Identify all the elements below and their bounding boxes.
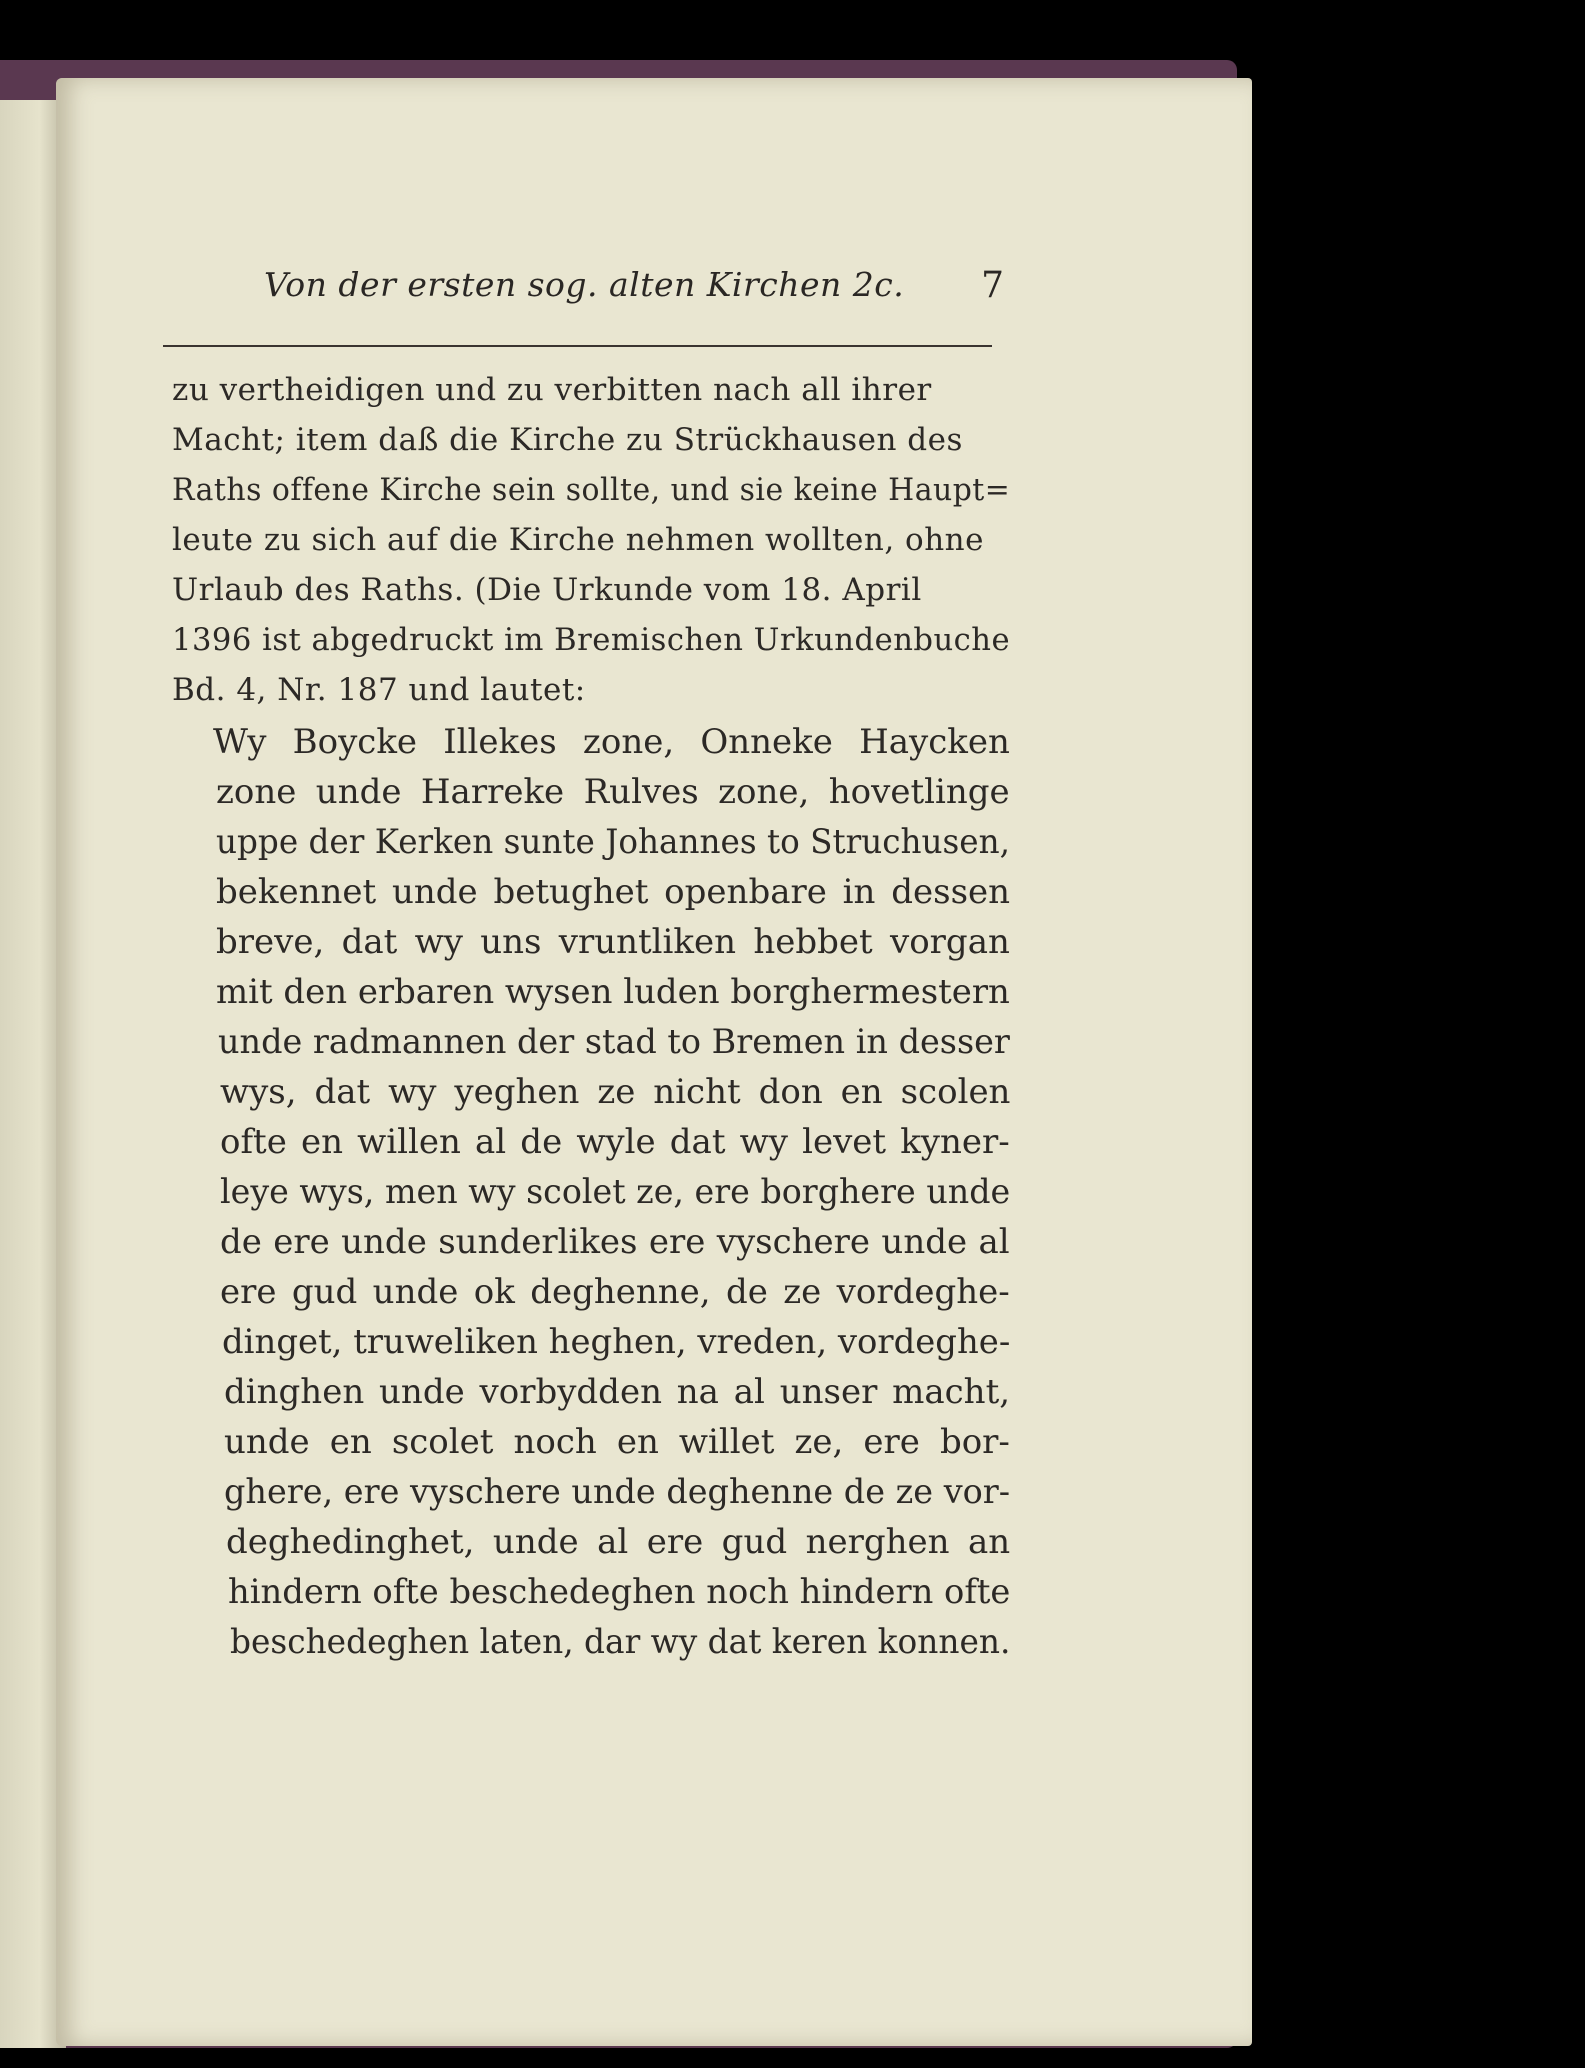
- quote-line: unde en scolet noch en willet ze, ere bor-: [224, 1422, 1010, 1462]
- quote-line: mit den erbaren wysen luden borghermestern: [216, 972, 1010, 1012]
- quote-line: unde radmannen der stad to Bremen in desser: [218, 1022, 1010, 1062]
- text-line: Bd. 4, Nr. 187 und lautet:: [172, 672, 586, 708]
- quote-line: leye wys, men wy scolet ze, ere borghere unde: [220, 1172, 1011, 1212]
- running-head-title: Von der ersten sog. alten Kirchen 2c.: [264, 265, 905, 304]
- quote-line: ere gud unde ok deghenne, de ze vordeghe-: [220, 1272, 1010, 1312]
- page-number: 7: [981, 265, 1004, 306]
- quote-line: hindern ofte beschedeghen noch hindern ofte: [228, 1572, 1011, 1612]
- quote-line: dinget, truweliken heghen, vreden, vordeghe-: [222, 1322, 1011, 1362]
- text-line: Macht; item daß die Kirche zu Strückhausen des: [172, 422, 963, 458]
- quote-line: wys, dat wy yeghen ze nicht don en scolen: [220, 1072, 1011, 1112]
- text-line: Urlaub des Raths. (Die Urkunde vom 18. April: [172, 572, 922, 608]
- quote-line: beschedeghen laten, dar wy dat keren konnen.: [230, 1622, 1011, 1662]
- quote-line: ofte en willen al de wyle dat wy levet kyner-: [220, 1122, 1010, 1162]
- quote-line: ghere, ere vyschere unde deghenne de ze vor-: [224, 1472, 1011, 1512]
- quote-line: bekennet unde betughet openbare in dessen: [216, 872, 1011, 912]
- quote-line: Wy Boycke Illekes zone, Onneke Haycken: [213, 722, 1010, 762]
- quote-line: deghedinghet, unde al ere gud nerghen an: [226, 1522, 1011, 1562]
- quote-line: de ere unde sunderlikes ere vyschere unde al: [220, 1222, 1010, 1262]
- text-line: Raths offene Kirche sein sollte, und sie keine Haupt=: [172, 472, 1011, 508]
- quote-line: dinghen unde vorbydden na al unser macht,: [224, 1372, 1011, 1412]
- quote-line: uppe der Kerken sunte Johannes to Struchusen,: [216, 822, 1011, 862]
- text-line: 1396 ist abgedruckt im Bremischen Urkundenbuche: [172, 622, 1011, 658]
- quote-line: breve, dat wy uns vruntliken hebbet vorgan: [216, 922, 1010, 962]
- text-line: leute zu sich auf die Kirche nehmen wollten, ohne: [172, 522, 984, 558]
- header-rule: [163, 345, 992, 347]
- text-line: zu vertheidigen und zu verbitten nach all ihrer: [172, 372, 932, 408]
- quote-line: zone unde Harreke Rulves zone, hovetlinge: [216, 772, 1010, 812]
